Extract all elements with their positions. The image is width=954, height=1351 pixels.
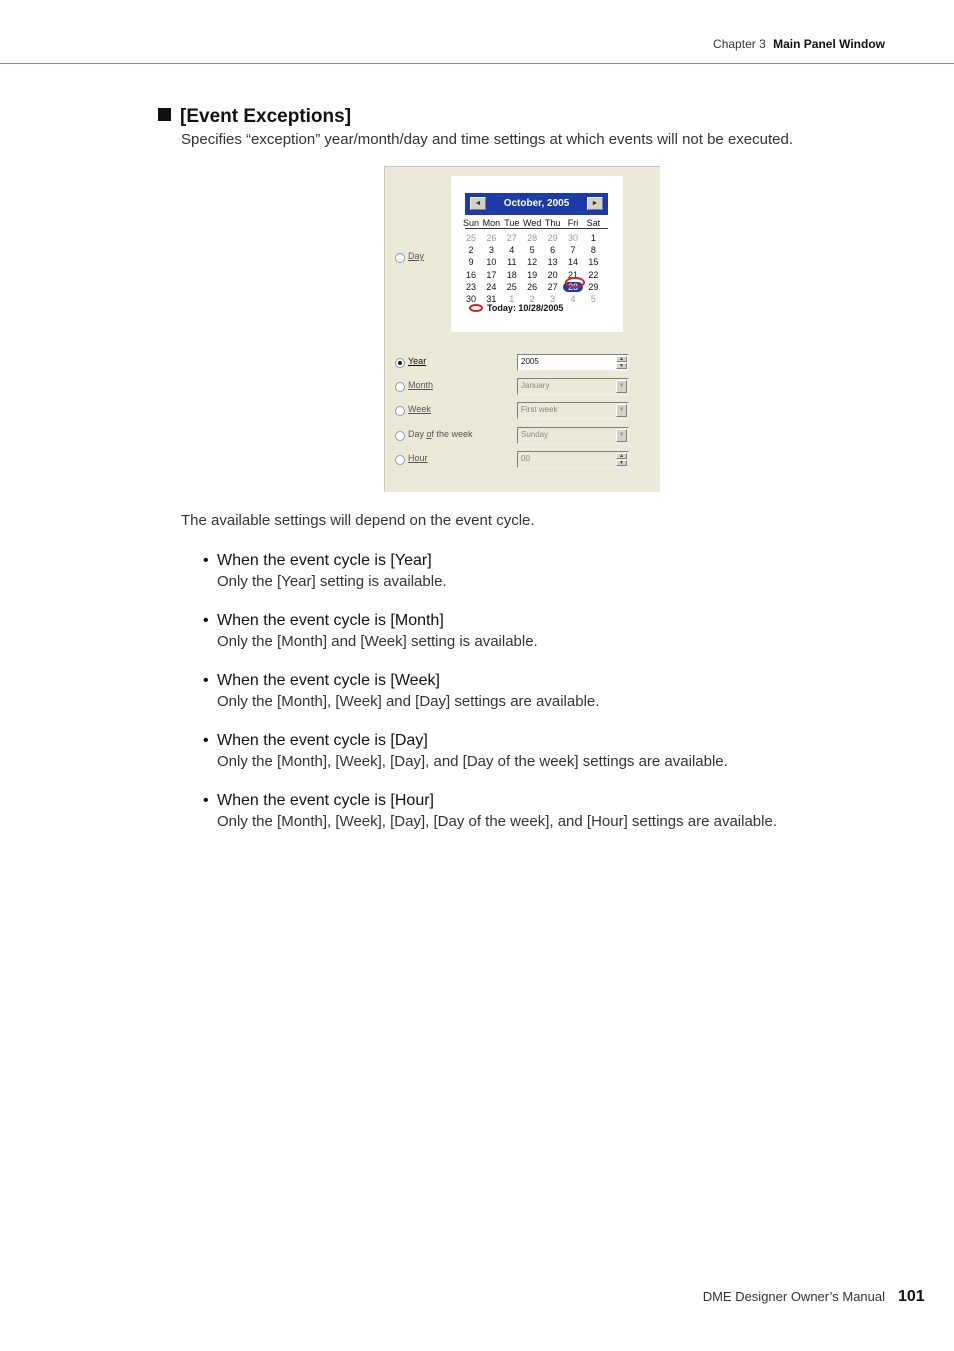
- calendar-day-selected[interactable]: 28: [563, 282, 583, 292]
- calendar-day[interactable]: 31: [486, 294, 497, 304]
- calendar-day[interactable]: 28: [527, 233, 538, 243]
- day-of-week-radio[interactable]: [395, 431, 405, 441]
- calendar-dow-label: Wed: [523, 218, 542, 228]
- section-intro: Specifies “exception” year/month/day and time settings at which events will not be executed.: [181, 131, 793, 148]
- year-radio-label[interactable]: Year: [408, 356, 427, 366]
- calendar-day[interactable]: 18: [506, 269, 517, 280]
- calendar-dow-label: Mon: [482, 218, 501, 228]
- week-radio[interactable]: [395, 406, 405, 416]
- today-label: Today: 10/28/2005: [487, 303, 564, 313]
- calendar-day[interactable]: 9: [468, 257, 474, 268]
- calendar-day[interactable]: 29: [547, 233, 558, 243]
- year-value: 2005: [521, 357, 539, 366]
- bullet-icon: •: [203, 612, 209, 629]
- calendar-dow-label: Tue: [504, 218, 520, 228]
- availability-note: The available settings will depend on the event cycle.: [181, 512, 535, 529]
- chevron-down-icon[interactable]: ▼: [616, 404, 627, 417]
- calendar-day[interactable]: 8: [590, 245, 596, 256]
- calendar-day[interactable]: 2: [468, 245, 474, 256]
- calendar-day[interactable]: 22: [588, 269, 599, 280]
- week-value: First week: [521, 405, 558, 414]
- bullet-icon: •: [203, 672, 209, 689]
- calendar-day[interactable]: 19: [527, 269, 538, 280]
- calendar-day[interactable]: 21: [567, 269, 578, 280]
- calendar-day[interactable]: 30: [567, 233, 578, 243]
- calendar-dow-label: Sun: [462, 218, 479, 228]
- calendar-day[interactable]: 1: [590, 233, 596, 243]
- calendar-day[interactable]: 29: [588, 281, 599, 292]
- calendar-dow-label: Fri: [567, 218, 579, 228]
- square-bullet-icon: [158, 108, 171, 121]
- next-month-button[interactable]: ►: [587, 197, 603, 210]
- list-item-desc: Only the [Month], [Week], [Day], [Day of the week], and [Hour] settings are available.: [217, 813, 777, 830]
- list-item-title: • When the event cycle is [Hour]: [203, 792, 434, 809]
- calendar-day[interactable]: 26: [486, 233, 497, 243]
- list-item-desc: Only the [Month], [Week] and [Day] settings are available.: [217, 693, 600, 710]
- list-item-title: • When the event cycle is [Week]: [203, 672, 440, 689]
- calendar-day[interactable]: 3: [550, 294, 556, 304]
- calendar-day[interactable]: 25: [465, 233, 476, 243]
- chevron-down-icon[interactable]: ▼: [616, 429, 627, 442]
- header-divider: [0, 63, 954, 64]
- page-number: 101: [898, 1288, 925, 1305]
- today-marker-icon: [469, 304, 483, 312]
- calendar-day[interactable]: 25: [506, 281, 517, 292]
- today-circle-icon: [565, 277, 585, 288]
- chevron-down-icon[interactable]: ▼: [616, 380, 627, 393]
- spin-down-icon[interactable]: ▼: [616, 460, 627, 466]
- year-stepper[interactable]: [517, 354, 629, 371]
- calendar-day[interactable]: 2: [529, 294, 535, 304]
- spin-up-icon[interactable]: ▲: [616, 453, 627, 459]
- month-select[interactable]: [517, 378, 629, 395]
- day-of-week-select[interactable]: [517, 427, 629, 444]
- spin-down-icon[interactable]: ▼: [616, 363, 627, 369]
- chapter-title: Main Panel Window: [773, 37, 885, 51]
- calendar-picker[interactable]: [451, 176, 623, 332]
- calendar-day[interactable]: 16: [465, 269, 476, 280]
- list-item-title: • When the event cycle is [Year]: [203, 552, 432, 569]
- bullet-icon: •: [203, 552, 209, 569]
- day-radio[interactable]: [395, 253, 405, 263]
- hour-radio-label[interactable]: Hour: [408, 453, 428, 463]
- calendar-day[interactable]: 17: [486, 269, 497, 280]
- calendar-month-title: October, 2005: [503, 198, 570, 209]
- calendar-header: [465, 193, 608, 215]
- month-radio[interactable]: [395, 382, 405, 392]
- hour-stepper[interactable]: [517, 451, 629, 468]
- calendar-day[interactable]: 11: [507, 257, 517, 268]
- calendar-day[interactable]: 5: [590, 294, 596, 304]
- calendar-day[interactable]: 24: [486, 281, 497, 292]
- today-link[interactable]: [469, 303, 563, 313]
- calendar-day[interactable]: 1: [509, 294, 515, 304]
- calendar-day[interactable]: 13: [547, 257, 558, 268]
- hour-radio[interactable]: [395, 455, 405, 465]
- calendar-day[interactable]: 14: [567, 257, 578, 268]
- calendar-day[interactable]: 27: [506, 233, 517, 243]
- calendar-dow-label: Sat: [586, 218, 601, 228]
- calendar-day[interactable]: 4: [570, 294, 576, 304]
- list-item-title: • When the event cycle is [Day]: [203, 732, 428, 749]
- list-item-desc: Only the [Month], [Week], [Day], and [Day of the week] settings are available.: [217, 753, 728, 770]
- calendar-dow-label: Thu: [544, 218, 561, 228]
- list-item-desc: Only the [Month] and [Week] setting is available.: [217, 633, 538, 650]
- running-header: [713, 37, 885, 51]
- calendar-day[interactable]: 3: [488, 245, 494, 256]
- week-radio-label[interactable]: Week: [408, 404, 431, 414]
- calendar-day[interactable]: 26: [527, 281, 538, 292]
- chapter-label: Chapter 3: [713, 37, 766, 51]
- calendar-day[interactable]: 20: [547, 269, 558, 280]
- calendar-day[interactable]: 5: [529, 245, 535, 256]
- calendar-day[interactable]: 7: [570, 245, 576, 256]
- day-radio-label[interactable]: Day: [408, 251, 425, 261]
- calendar-day[interactable]: 15: [588, 257, 599, 268]
- calendar-day[interactable]: 12: [527, 257, 538, 268]
- calendar-day[interactable]: 27: [547, 281, 558, 292]
- day-of-week-value: Sunday: [521, 430, 549, 439]
- hour-value: 00: [521, 454, 530, 463]
- week-select[interactable]: [517, 402, 629, 419]
- year-radio[interactable]: [395, 358, 405, 368]
- prev-month-button[interactable]: ◄: [470, 197, 486, 210]
- calendar-day[interactable]: 23: [465, 281, 476, 292]
- bullet-icon: •: [203, 732, 209, 749]
- calendar-day[interactable]: 4: [509, 245, 515, 256]
- calendar-day[interactable]: 30: [465, 294, 476, 304]
- calendar-divider: [465, 228, 608, 229]
- calendar-day[interactable]: 6: [550, 245, 556, 256]
- section-heading: [158, 106, 351, 128]
- list-item-desc: Only the [Year] setting is available.: [217, 573, 447, 590]
- calendar-day[interactable]: 10: [486, 257, 497, 268]
- month-radio-label[interactable]: Month: [408, 380, 434, 390]
- month-value: January: [521, 381, 550, 390]
- spin-up-icon[interactable]: ▲: [616, 356, 627, 362]
- list-item-title: • When the event cycle is [Month]: [203, 612, 444, 629]
- day-of-week-radio-label[interactable]: Day of the week: [408, 429, 473, 439]
- manual-title: DME Designer Owner’s Manual: [702, 1289, 885, 1304]
- bullet-icon: •: [203, 792, 209, 809]
- event-exceptions-dialog: [384, 166, 660, 492]
- section-title: [Event Exceptions]: [180, 106, 352, 127]
